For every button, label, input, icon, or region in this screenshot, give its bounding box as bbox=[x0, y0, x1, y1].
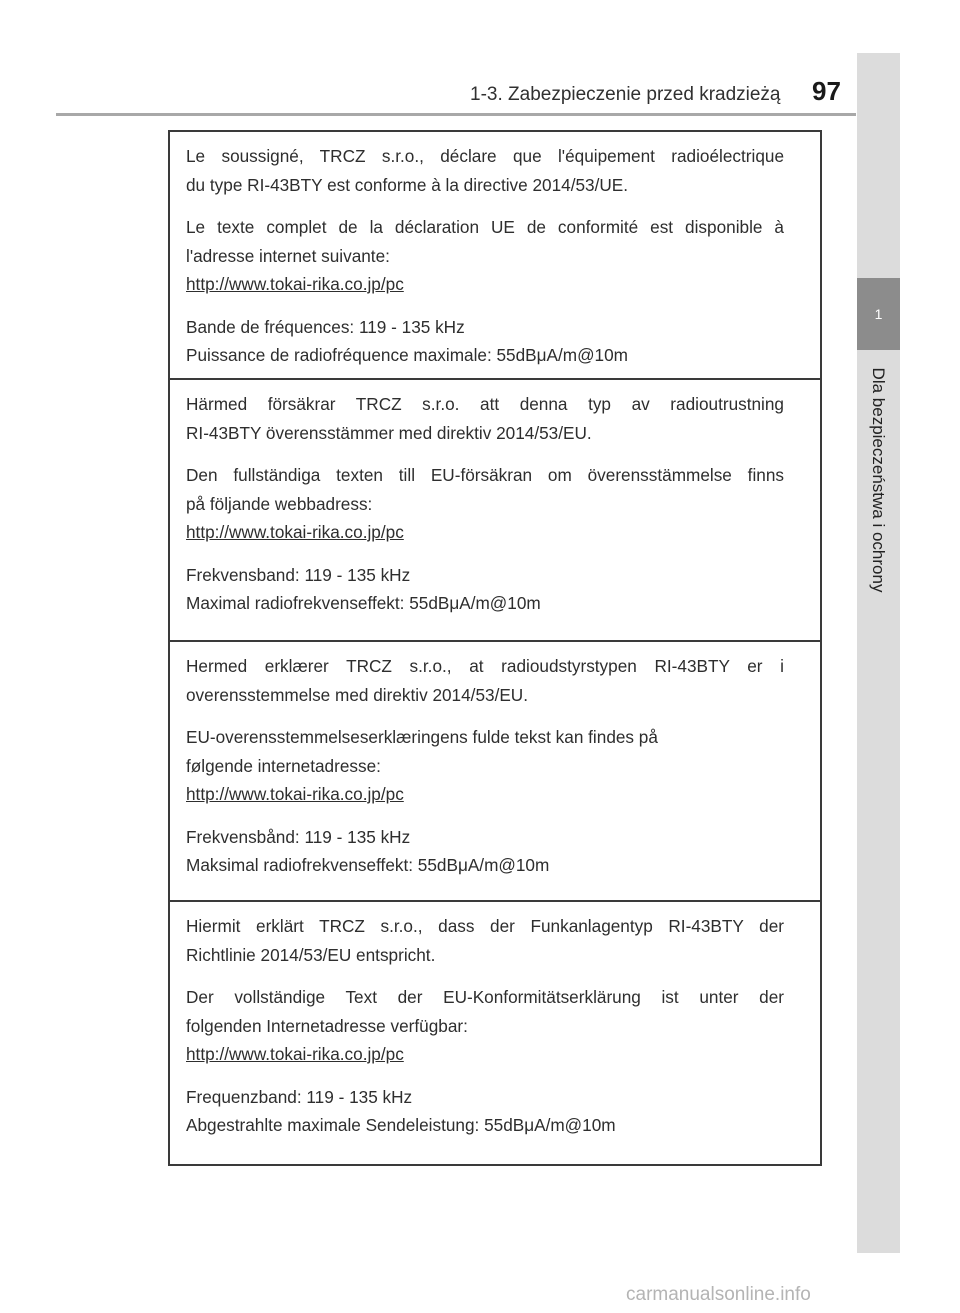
declaration-text: Le soussigné, TRCZ s.r.o., déclare que l'équipement radioélectrique bbox=[186, 146, 784, 166]
max-power: Maksimal radiofrekvenseffekt: 55dBμA/m@10m bbox=[186, 855, 550, 875]
declaration-url[interactable]: http://www.tokai-rika.co.jp/pc bbox=[186, 1044, 404, 1064]
chapter-title-vertical: Dla bezpieczeństwa i ochrony bbox=[869, 367, 888, 593]
max-power: Maximal radiofrekvenseffekt: 55dBμA/m@10m bbox=[186, 593, 541, 613]
declaration-text: overensstemmelse med direktiv 2014/53/EU. bbox=[186, 684, 528, 705]
declaration-text: RI-43BTY överensstämmer med direktiv 2014/53/EU. bbox=[186, 422, 592, 443]
watermark: carmanualsonline.info bbox=[626, 1284, 811, 1305]
declaration-text: Der vollständige Text der EU-Konformitätserklärung ist unter der bbox=[186, 987, 784, 1007]
declaration-text: du type RI-43BTY est conforme à la directive 2014/53/UE. bbox=[186, 174, 629, 195]
frequency-band: Frequenzband: 119 - 135 kHz bbox=[186, 1086, 413, 1107]
side-thumb-strip bbox=[857, 53, 900, 1253]
frequency-band: Frekvensbånd: 119 - 135 kHz bbox=[186, 826, 411, 847]
declaration-panels bbox=[168, 130, 822, 1166]
declaration-url[interactable]: http://www.tokai-rika.co.jp/pc bbox=[186, 274, 404, 294]
frequency-band: Frekvensband: 119 - 135 kHz bbox=[186, 564, 411, 585]
frequency-band: Bande de fréquences: 119 - 135 kHz bbox=[186, 316, 465, 337]
declaration-text: Härmed försäkrar TRCZ s.r.o. att denna typ av radioutrustning bbox=[186, 394, 784, 414]
declaration-text: folgenden Internetadresse verfügbar: bbox=[186, 1015, 468, 1036]
declaration-danish bbox=[170, 640, 820, 900]
chapter-tab: 1 bbox=[857, 278, 900, 350]
header-divider bbox=[56, 113, 856, 116]
declaration-text: følgende internetadresse: bbox=[186, 755, 381, 776]
declaration-text: l'adresse internet suivante: bbox=[186, 245, 390, 266]
declaration-url[interactable]: http://www.tokai-rika.co.jp/pc bbox=[186, 784, 404, 804]
declaration-text: Den fullständiga texten till EU-försäkran om överensstämmelse finns bbox=[186, 465, 784, 485]
declaration-swedish bbox=[170, 378, 820, 640]
declaration-german bbox=[170, 900, 820, 1164]
declaration-text: Hiermit erklärt TRCZ s.r.o., dass der Funkanlagentyp RI-43BTY der bbox=[186, 916, 784, 936]
max-power: Puissance de radiofréquence maximale: 55dBμA/m@10m bbox=[186, 345, 628, 365]
running-header-title: 1-3. Zabezpieczenie przed kradzieżą bbox=[470, 84, 781, 105]
max-power: Abgestrahlte maximale Sendeleistung: 55dBμA/m@10m bbox=[186, 1115, 616, 1135]
declaration-text: Richtlinie 2014/53/EU entspricht. bbox=[186, 944, 436, 965]
declaration-text: Le texte complet de la déclaration UE de conformité est disponible à bbox=[186, 217, 784, 237]
declaration-text: Hermed erklærer TRCZ s.r.o., at radioudstyrstypen RI-43BTY er i bbox=[186, 656, 784, 676]
declaration-text: på följande webbadress: bbox=[186, 493, 373, 514]
page-number: 97 bbox=[812, 76, 841, 106]
declaration-text: EU-overensstemmelseserklæringens fulde tekst kan findes på bbox=[186, 727, 658, 747]
declaration-url[interactable]: http://www.tokai-rika.co.jp/pc bbox=[186, 522, 404, 542]
declaration-french bbox=[170, 132, 820, 378]
